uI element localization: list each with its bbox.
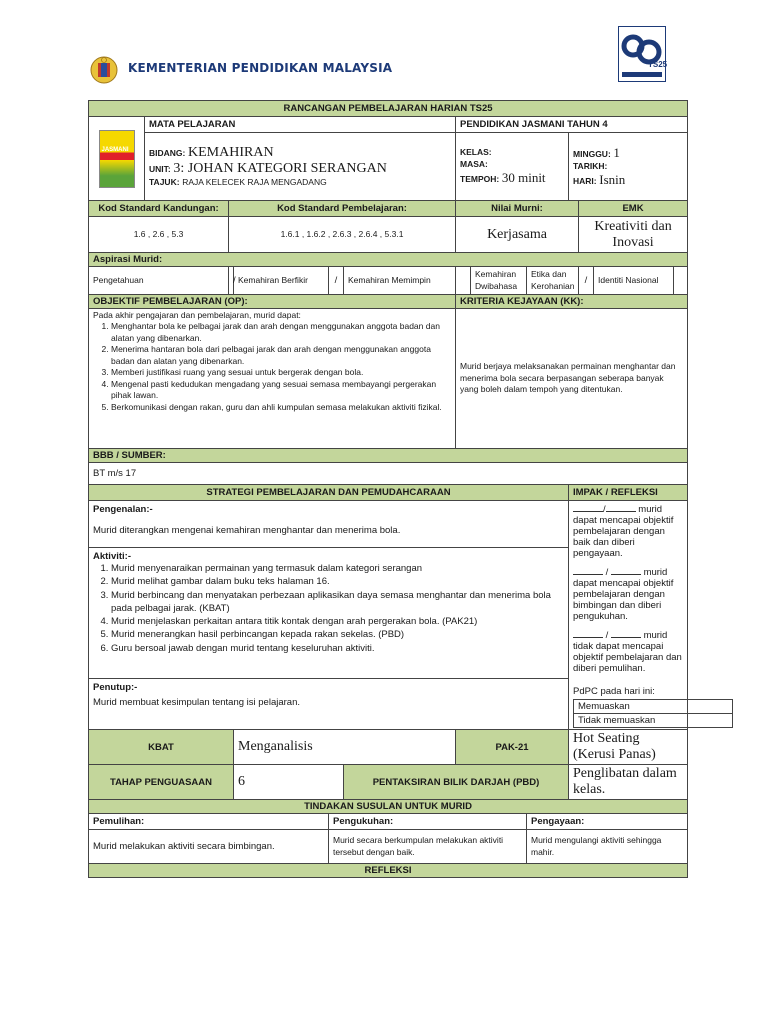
topic-cell: BIDANG: KEMAHIRAN UNIT: 3: JOHAN KATEGORI SERANGAN TAJUK: RAJA KELECEK RAJA MENGADANG [145, 133, 456, 201]
impak-2: murid dapat mencapai objektif pembelajaran dengan bimbingan dan diberi pengukuhan. [573, 567, 674, 622]
strategi-label: STRATEGI PEMBELAJARAN DAN PEMUDAHCARAAN [89, 485, 569, 501]
pbd-value: Penglibatan dalam kelas. [569, 765, 688, 800]
op-content [89, 309, 456, 449]
hari-value: Isnin [599, 172, 626, 188]
penutup-text: Murid membuat kesimpulan tentang isi pelajaran. [93, 697, 300, 708]
kbat-label: KBAT [89, 730, 234, 765]
ksp-label: Kod Standard Pembelajaran: [229, 201, 456, 217]
aktiviti-item: 6. Guru bersoal jawab dengan murid tentang keseluruhan aktiviti. [111, 642, 564, 655]
impak-1: murid dapat mencapai objektif pembelajaran dengan baik dan diberi pengayaan. [573, 504, 674, 559]
aspirasi-mark-2: / [329, 267, 344, 295]
aktiviti-list [93, 562, 564, 655]
ksk-label: Kod Standard Kandungan: [89, 201, 229, 217]
pdpc-label: PdPC pada hari ini: [573, 686, 655, 697]
aspirasi-label: Aspirasi Murid: [89, 253, 688, 267]
op-list [93, 321, 451, 413]
kk-text: Murid berjaya melaksanakan permainan menghantar dan menerima bola secara berpasangan seberapa banyak yang boleh dalam tempoh yang ditentukan. [456, 309, 688, 449]
aktiviti-item: 2. Murid melihat gambar dalam buku teks halaman 16. [111, 575, 564, 588]
aktiviti-item: 3. Murid berbincang dan menyatakan perbezaan aplikasikan daya semasa menghantar dan menerima bola pada pelbagai jarak. (KBAT) [111, 589, 564, 616]
pengenalan-label: Pengenalan:- [93, 504, 153, 515]
kbat-value: Menganalisis [234, 730, 456, 765]
time-cell: KELAS: MASA: TEMPOH: 30 minit [456, 133, 569, 201]
tahap-label: TAHAP PENGUASAAN [89, 765, 234, 800]
mata-pelajaran-value: PENDIDIKAN JASMANI TAHUN 4 [456, 117, 688, 133]
unit-value: 3: JOHAN KATEGORI SERANGAN [173, 160, 387, 176]
op-item: 2. Menerima hantaran bola dari pelbagai jarak dan arah dengan menggunakan anggota badan dan alatan yang dibenarkan. [111, 344, 451, 367]
aktiviti-label: Aktiviti:- [93, 551, 131, 562]
op-label: OBJEKTIF PEMBELAJARAN (OP): [89, 295, 456, 309]
aspirasi-dwibahasa: Kemahiran Dwibahasa [471, 267, 527, 295]
aktiviti-item: 5. Murid menerangkan hasil perbincangan kepada rakan sekelas. (PBD) [111, 628, 564, 641]
pemulihan-text: Murid melakukan aktiviti secara bimbingan. [89, 830, 329, 864]
nilai-label: Nilai Murni: [456, 201, 579, 217]
nilai-value: Kerjasama [456, 217, 579, 253]
aspirasi-mark-3 [456, 267, 471, 295]
aspirasi-mark-6 [674, 267, 688, 295]
bbb-label: BBB / SUMBER: [89, 449, 688, 463]
impak-3: murid tidak dapat mencapai objektif pembelajaran dan diberi pemulihan. [573, 630, 682, 674]
textbook-cover-image: JASMANI [99, 130, 135, 188]
op-item: 4. Mengenal pasti kedudukan mengadang yang sesuai semasa membayangi pergerakan pihak lawan. [111, 379, 451, 402]
pak-label: PAK-21 [456, 730, 569, 765]
aktiviti-item: 1. Murid menyenaraikan permainan yang termasuk dalam kategori serangan [111, 562, 564, 575]
op-item: 1. Menghantar bola ke pelbagai jarak dan arah dengan menggunakan anggota badan dan alatan yang dibenarkan. [111, 321, 451, 344]
aspirasi-pengetahuan: Pengetahuan [89, 267, 229, 295]
tempoh-value: 30 minit [501, 169, 546, 185]
tajuk-value: RAJA KELECEK RAJA MENGADANG [182, 176, 327, 187]
pengukuhan-text: Murid secara berkumpulan melakukan aktiviti tersebut dengan baik. [329, 830, 527, 864]
tidak-memuaskan-label: Tidak memuaskan [574, 714, 733, 728]
emk-label: EMK [579, 201, 688, 217]
aspirasi-mark-1: / [229, 267, 234, 295]
emk-value: Kreativiti dan Inovasi [579, 217, 688, 253]
bbb-value: BT m/s 17 [89, 463, 688, 485]
kk-label: KRITERIA KEJAYAAN (KK): [456, 295, 688, 309]
aspirasi-etika: Etika dan Kerohanian [527, 267, 579, 295]
textbook-cover [89, 117, 145, 201]
ministry-name: KEMENTERIAN PENDIDIKAN MALAYSIA [128, 61, 393, 75]
tindakan-label: TINDAKAN SUSULAN UNTUK MURID [89, 800, 688, 814]
page-header [88, 52, 688, 92]
mata-pelajaran-label: MATA PELAJARAN [145, 117, 456, 133]
bidang-value: KEMAHIRAN [188, 144, 274, 160]
penutup-label: Penutup:- [93, 682, 138, 693]
doc-title: RANCANGAN PEMBELAJARAN HARIAN TS25 [89, 101, 688, 117]
pengenalan-text: Murid diterangkan mengenai kemahiran menghantar dan menerima bola. [93, 525, 401, 536]
minggu-value: 1 [613, 144, 620, 160]
ksp-value: 1.6.1 , 1.6.2 , 2.6.3 , 2.6.4 , 5.3.1 [229, 217, 456, 253]
pengayaan-text: Murid mengulangi aktiviti sehingga mahir. [527, 830, 688, 864]
lesson-plan-table [88, 100, 688, 878]
memuaskan-label: Memuaskan [574, 700, 733, 714]
ts25-logo-text: TS25 [648, 60, 668, 69]
aspirasi-memimpin: Kemahiran Memimpin [344, 267, 456, 295]
strategi-content [89, 501, 569, 730]
pengayaan-label: Pengayaan: [527, 814, 688, 830]
pbd-label: PENTAKSIRAN BILIK DARJAH (PBD) [344, 765, 569, 800]
refleksi-label: REFLEKSI [89, 864, 688, 878]
ksk-value: 1.6 , 2.6 , 5.3 [89, 217, 229, 253]
aspirasi-berfikir: Kemahiran Berfikir [234, 267, 329, 295]
impak-label: IMPAK / REFLEKSI [569, 485, 688, 501]
op-item: 5. Berkomunikasi dengan rakan, guru dan ahli kumpulan semasa melakukan aktiviti fizikal. [111, 402, 451, 413]
pengukuhan-label: Pengukuhan: [329, 814, 527, 830]
op-intro: Pada akhir pengajaran dan pembelajaran, murid dapat: [93, 310, 301, 320]
op-item: 3. Memberi justifikasi ruang yang sesuai untuk bergerak dengan bola. [111, 367, 451, 378]
pdpc-table [573, 699, 733, 728]
pak-value: Hot Seating (Kerusi Panas) [569, 730, 688, 765]
impak-content: / murid dapat mencapai objektif pembelajaran dengan baik dan diberi pengayaan. / murid dapat mencapai objektif pembelajaran dengan bimbingan dan diberi pengukuhan. / murid tidak dapat mencapai objektif pembelajaran dan diberi pemulihan. PdPC pada hari ini: Memuaskan Tidak memuaskan [569, 501, 688, 730]
ts25-logo-icon [618, 26, 666, 82]
pemulihan-label: Pemulihan: [89, 814, 329, 830]
lesson-plan [88, 100, 682, 878]
aspirasi-identiti: Identiti Nasional [594, 267, 674, 295]
date-cell: MINGGU: 1 TARIKH: HARI: Isnin [569, 133, 688, 201]
tahap-value: 6 [234, 765, 344, 800]
aspirasi-mark-5: / [579, 267, 594, 295]
crest-icon [88, 54, 120, 86]
aktiviti-item: 4. Murid menjelaskan perkaitan antara titik kontak dengan arah pergerakan bola. (PAK21) [111, 615, 564, 628]
